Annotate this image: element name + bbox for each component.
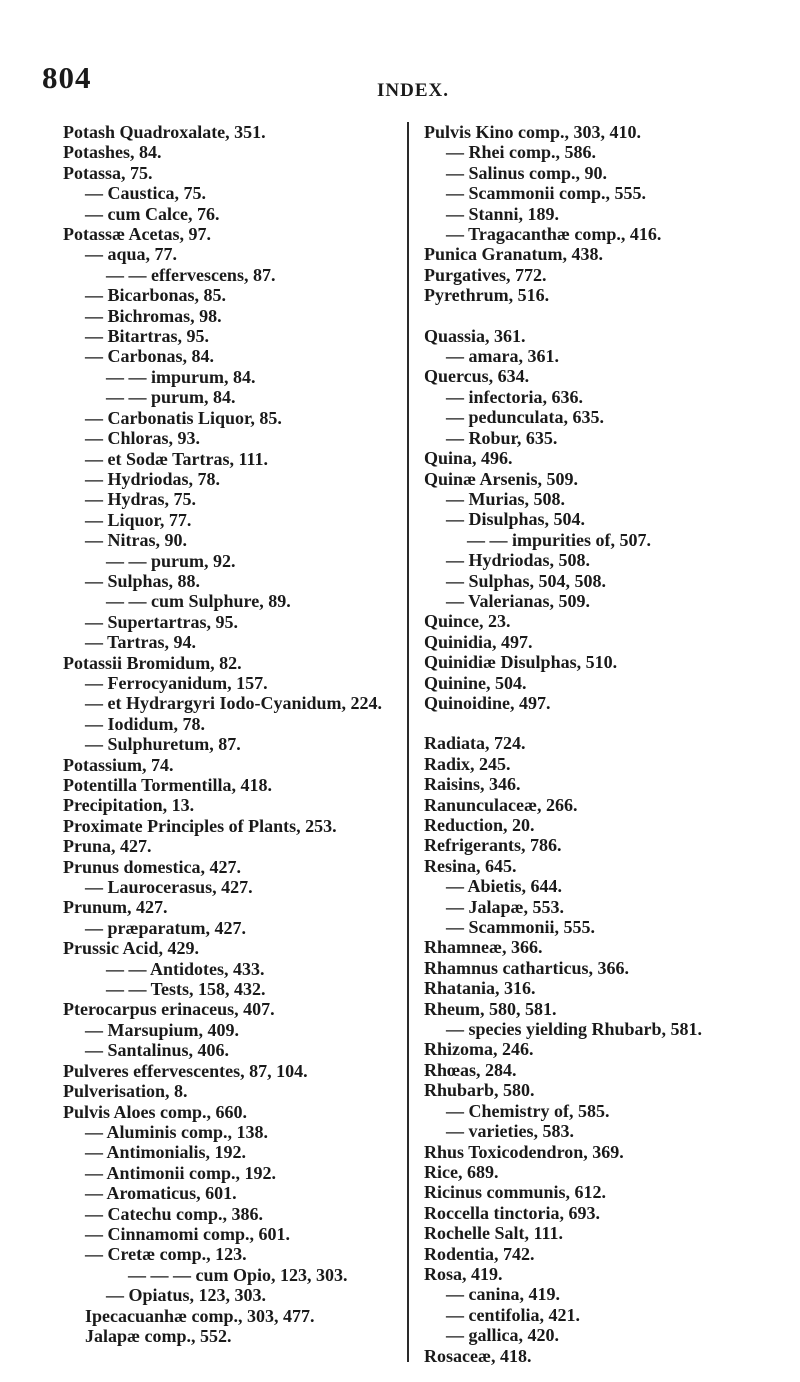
page-number: 804: [42, 60, 92, 95]
index-entry: — Iodidum, 78.: [85, 713, 206, 734]
index-entry: — Chemistry of, 585.: [446, 1100, 610, 1121]
index-entry: Rhus Toxicodendron, 369.: [424, 1141, 624, 1162]
index-entry: — canina, 419.: [446, 1284, 561, 1305]
index-entry: Potashes, 84.: [63, 142, 162, 163]
index-entry: — Hydriodas, 78.: [85, 468, 221, 489]
index-entry: Reduction, 20.: [424, 815, 535, 835]
index-entry: Ranunculaceæ, 266.: [424, 794, 578, 815]
index-entry: Rosa, 419.: [424, 1263, 503, 1284]
index-entry: Rhamneæ, 366.: [424, 937, 543, 958]
index-entry: — Nitras, 90.: [85, 530, 187, 551]
index-entry: — et Hydrargyri Iodo-Cyanidum, 224.: [85, 693, 382, 714]
index-entry: — pedunculata, 635.: [446, 407, 605, 428]
index-entry: Ipecacuanhæ comp., 303, 477.: [85, 1305, 315, 1326]
running-head: INDEX.: [377, 80, 449, 101]
index-entry: — — — cum Opio, 123, 303.: [128, 1264, 348, 1285]
index-entry: Proximate Principles of Plants, 253.: [63, 815, 337, 836]
index-entry: — cum Calce, 76.: [85, 203, 220, 224]
index-entry: Radix, 245.: [424, 753, 511, 774]
index-entry: Pterocarpus erinaceus, 407.: [63, 999, 275, 1020]
index-entry: — — purum, 92.: [106, 550, 236, 571]
index-entry: — Santalinus, 406.: [85, 1040, 230, 1061]
index-entry: Resina, 645.: [424, 855, 517, 876]
index-entry: — Aluminis comp., 138.: [85, 1121, 269, 1142]
index-entry: — — purum, 84.: [106, 387, 236, 408]
index-entry: — Cinnamomi comp., 601.: [85, 1223, 291, 1244]
index-entry: Quinidia, 497.: [424, 631, 533, 652]
index-column-left: [63, 122, 397, 1346]
index-entry: — Caustica, 75.: [85, 183, 206, 204]
index-entry: — — impurum, 84.: [106, 366, 256, 387]
index-entry: — Bicarbonas, 85.: [85, 285, 227, 306]
index-entry: — Jalapæ, 553.: [446, 896, 565, 917]
index-entry: — Rhei comp., 586.: [446, 142, 596, 163]
index-entry: — Sulphuretum, 87.: [85, 734, 241, 755]
index-entry: Pulverisation, 8.: [63, 1081, 188, 1102]
index-column-right: [424, 122, 784, 1366]
index-entry: Punica Granatum, 438.: [424, 244, 604, 265]
index-entry: — Sulphas, 504, 508.: [446, 570, 607, 591]
index-entry: Quercus, 634.: [424, 366, 530, 387]
index-entry: — Abietis, 644.: [446, 876, 563, 897]
index-entry: Rheum, 580, 581.: [424, 998, 557, 1019]
index-entry: — — impurities of, 507.: [467, 529, 651, 550]
index-entry: Rice, 689.: [424, 1161, 499, 1182]
index-entry: Pulvis Kino comp., 303, 410.: [424, 122, 642, 142]
index-entry: Rhatania, 316.: [424, 978, 536, 999]
index-entry: — Scammonii, 555.: [446, 917, 596, 938]
index-entry: Potassii Bromidum, 82.: [63, 652, 242, 673]
index-entry: — species yielding Rhubarb, 581.: [446, 1019, 703, 1040]
index-entry: — Antimonialis, 192.: [85, 1142, 247, 1163]
index-entry: Rodentia, 742.: [424, 1243, 535, 1264]
index-entry: — amara, 361.: [446, 346, 559, 367]
index-entry: — Supertartras, 95.: [85, 611, 238, 632]
index-entry: — — Antidotes, 433.: [106, 958, 265, 979]
index-entry: Quassia, 361.: [424, 325, 526, 346]
index-entry: Quince, 23.: [424, 611, 511, 632]
index-entry: Quina, 496.: [424, 448, 513, 469]
index-entry: — — effervescens, 87.: [106, 264, 276, 285]
index-entry: — Robur, 635.: [446, 427, 558, 448]
index-entry: — Cretæ comp., 123.: [85, 1244, 247, 1265]
index-entry: — Marsupium, 409.: [85, 1019, 240, 1040]
index-entry: Prunus domestica, 427.: [63, 856, 242, 877]
index-entry: Potentilla Tormentilla, 418.: [63, 775, 272, 795]
index-entry: — Bitartras, 95.: [85, 326, 209, 347]
index-entry: Rhubarb, 580.: [424, 1080, 535, 1101]
column-divider: [407, 122, 409, 1362]
index-entry: — Chloras, 93.: [85, 428, 201, 449]
index-entry: Raisins, 346.: [424, 774, 521, 795]
index-entry: Pulveres effervescentes, 87, 104.: [63, 1060, 308, 1081]
index-entry: Pruna, 427.: [63, 836, 152, 857]
index-entry: Potassium, 74.: [63, 754, 174, 775]
index-entry: — Sulphas, 88.: [85, 570, 201, 591]
index-entry: Precipitation, 13.: [63, 795, 195, 816]
index-entry: Ricinus communis, 612.: [424, 1182, 607, 1203]
index-entry: — — cum Sulphure, 89.: [106, 591, 291, 612]
index-entry: Rochelle Salt, 111.: [424, 1223, 563, 1244]
index-entry: — centifolia, 421.: [446, 1304, 580, 1325]
index-entry: Rhizoma, 246.: [424, 1039, 534, 1060]
index-entry: Potassæ Acetas, 97.: [63, 224, 211, 245]
index-entry: Prunum, 427.: [63, 897, 168, 918]
index-entry: Quinidiæ Disulphas, 510.: [424, 652, 618, 673]
index-entry: — Hydriodas, 508.: [446, 550, 591, 571]
index-entry: — Liquor, 77.: [85, 509, 192, 530]
index-entry: Potassa, 75.: [63, 162, 153, 183]
index-entry: — Tragacanthæ comp., 416.: [446, 224, 662, 245]
index-entry: — Murias, 508.: [446, 488, 565, 509]
index-entry: Purgatives, 772.: [424, 264, 547, 285]
index-entry: — Opiatus, 123, 303.: [106, 1285, 267, 1306]
index-entry: Refrigerants, 786.: [424, 835, 562, 856]
index-entry: — Tartras, 94.: [85, 632, 197, 653]
index-entry: Quinine, 504.: [424, 672, 527, 693]
index-entry: Roccella tinctoria, 693.: [424, 1202, 600, 1223]
index-entry: Prussic Acid, 429.: [63, 938, 200, 959]
index-entry: Quinæ Arsenis, 509.: [424, 468, 579, 489]
index-entry: — Scammonii comp., 555.: [446, 183, 646, 204]
index-entry: — Carbonas, 84.: [85, 346, 215, 367]
index-entry: — infectoria, 636.: [446, 386, 583, 407]
index-entry: Potash Quadroxalate, 351.: [63, 122, 266, 142]
index-entry: Quinoidine, 497.: [424, 692, 551, 713]
index-entry: — Disulphas, 504.: [446, 509, 586, 530]
index-entry: — Bichromas, 98.: [85, 305, 222, 326]
index-entry: — Stanni, 189.: [446, 203, 560, 224]
index-entry: — Valerianas, 509.: [446, 590, 591, 611]
index-entry: — Salinus comp., 90.: [446, 162, 608, 183]
index-entry: Rhamnus catharticus, 366.: [424, 957, 630, 978]
index-entry: — præparatum, 427.: [85, 917, 246, 938]
index-entry: — et Sodæ Tartras, 111.: [85, 448, 269, 469]
index-entry: — Catechu comp., 386.: [85, 1203, 263, 1224]
index-entry: Jalapæ comp., 552.: [85, 1325, 232, 1346]
index-entry: — — Tests, 158, 432.: [106, 979, 266, 1000]
index-entry: Pyrethrum, 516.: [424, 285, 550, 306]
index-entry: — gallica, 420.: [446, 1325, 559, 1346]
index-entry: Rhœas, 284.: [424, 1059, 517, 1080]
index-entry: — Antimonii comp., 192.: [85, 1162, 277, 1183]
index-entry: — varieties, 583.: [446, 1121, 574, 1142]
index-entry: — Hydras, 75.: [85, 489, 197, 510]
index-entry: — Ferrocyanidum, 157.: [85, 672, 268, 693]
index-entry: — Carbonatis Liquor, 85.: [85, 407, 282, 428]
index-entry: Pulvis Aloes comp., 660.: [63, 1101, 248, 1122]
index-entry: — Aromaticus, 601.: [85, 1183, 237, 1204]
index-entry: Radiata, 724.: [424, 733, 526, 754]
index-entry: — aqua, 77.: [85, 244, 178, 265]
index-entry: — Laurocerasus, 427.: [85, 877, 253, 898]
index-entry: Rosaceæ, 418.: [424, 1345, 532, 1366]
